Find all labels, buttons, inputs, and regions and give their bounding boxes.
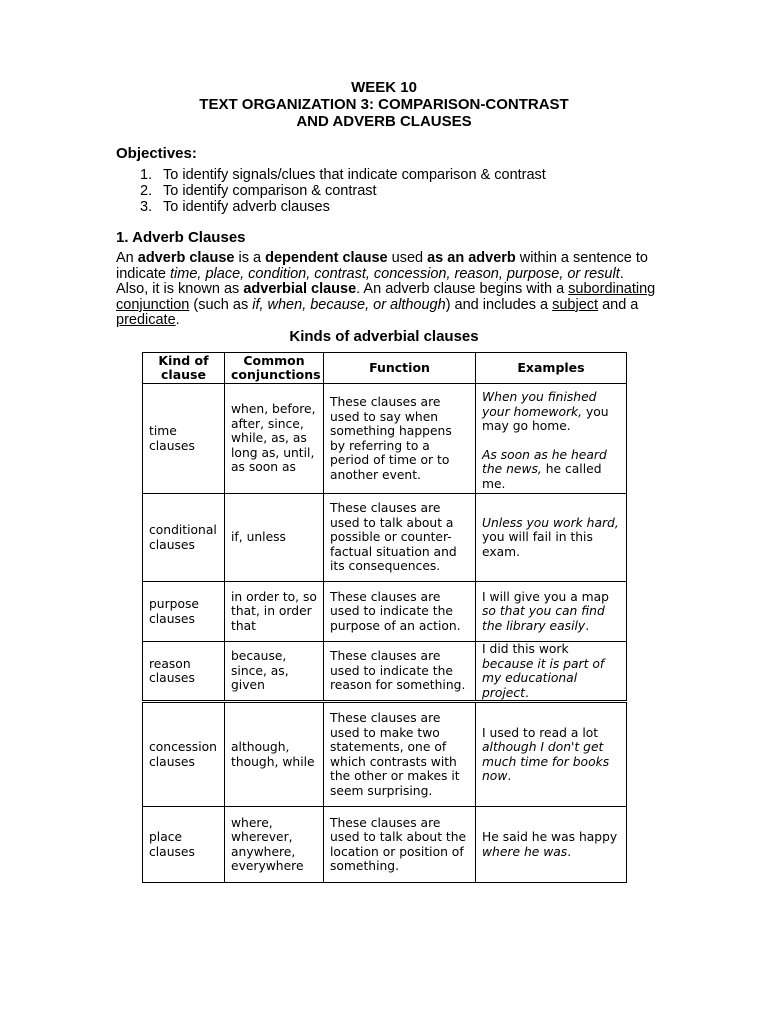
objectives-heading: Objectives: [116, 145, 197, 162]
cell-kind: reason clauses [143, 642, 225, 701]
cell-example: I did this work because it is part of my educational project. [476, 642, 627, 701]
list-item: 3. To identify adverb clauses [140, 199, 330, 215]
cell-kind: purpose clauses [143, 582, 225, 642]
table-row [143, 494, 627, 582]
title-topic-cont: AND ADVERB CLAUSES [296, 113, 472, 130]
adverbial-clauses-table [142, 352, 627, 701]
table-row [143, 582, 627, 642]
list-item: 1. To identify signals/clues that indicate comparison & contrast [140, 167, 546, 183]
cell-conjunctions: if, unless [225, 494, 324, 582]
table-row [143, 703, 627, 807]
cell-conjunctions: in order to, so that, in order that [225, 582, 324, 642]
cell-kind: place clauses [143, 807, 225, 883]
cell-example: I used to read a lot although I don't get much time for books now. [476, 703, 627, 807]
cell-kind: concession clauses [143, 703, 225, 807]
cell-function: These clauses are used to make two statements, one of which contrasts with the other or makes it seem surprising. [324, 703, 476, 807]
intro-paragraph: An adverb clause is a dependent clause used as an adverb within a sentence to indicate time, place, condition, contrast, concession, reason, purpose, or result. Also, it is known as adverbial clause. An adverb clause begins with a subordinating conjunction (such as if, when, because, or although) and includes a subject and a predicate. [116, 250, 656, 329]
adverbial-clauses-table-continued [142, 702, 627, 883]
cell-function: These clauses are used to say when something happens by referring to a period of time or to another event. [324, 384, 476, 494]
table-row [143, 807, 627, 883]
section-heading: 1. Adverb Clauses [116, 229, 246, 246]
objectives-list [140, 167, 546, 215]
list-item: 2. To identify comparison & contrast [140, 183, 377, 199]
document-title [0, 79, 768, 130]
cell-example: When you finished your homework, you may go home. As soon as he heard the news, he called me. [476, 384, 627, 494]
cell-function: These clauses are used to talk about a possible or counter-factual situation and its consequences. [324, 494, 476, 582]
cell-kind: time clauses [143, 384, 225, 494]
cell-example: Unless you work hard, you will fail in this exam. [476, 494, 627, 582]
cell-conjunctions: although, though, while [225, 703, 324, 807]
table-caption: Kinds of adverbial clauses [289, 328, 479, 345]
table-row [143, 642, 627, 701]
table-header-row [143, 353, 627, 384]
title-week: WEEK 10 [351, 79, 417, 96]
cell-example: I will give you a map so that you can find the library easily. [476, 582, 627, 642]
header-kind: Kind of clause [143, 353, 225, 384]
header-function: Function [324, 353, 476, 384]
cell-conjunctions: where, wherever, anywhere, everywhere [225, 807, 324, 883]
header-examples: Examples [476, 353, 627, 384]
table-row [143, 384, 627, 494]
title-topic: TEXT ORGANIZATION 3: COMPARISON-CONTRAST [199, 96, 569, 113]
header-conjunctions: Common conjunctions [225, 353, 324, 384]
cell-kind: conditional clauses [143, 494, 225, 582]
cell-function: These clauses are used to indicate the purpose of an action. [324, 582, 476, 642]
cell-function: These clauses are used to indicate the reason for something. [324, 642, 476, 701]
cell-conjunctions: when, before, after, since, while, as, as long as, until, as soon as [225, 384, 324, 494]
cell-function: These clauses are used to talk about the location or position of something. [324, 807, 476, 883]
cell-example: He said he was happy where he was. [476, 807, 627, 883]
cell-conjunctions: because, since, as, given [225, 642, 324, 701]
